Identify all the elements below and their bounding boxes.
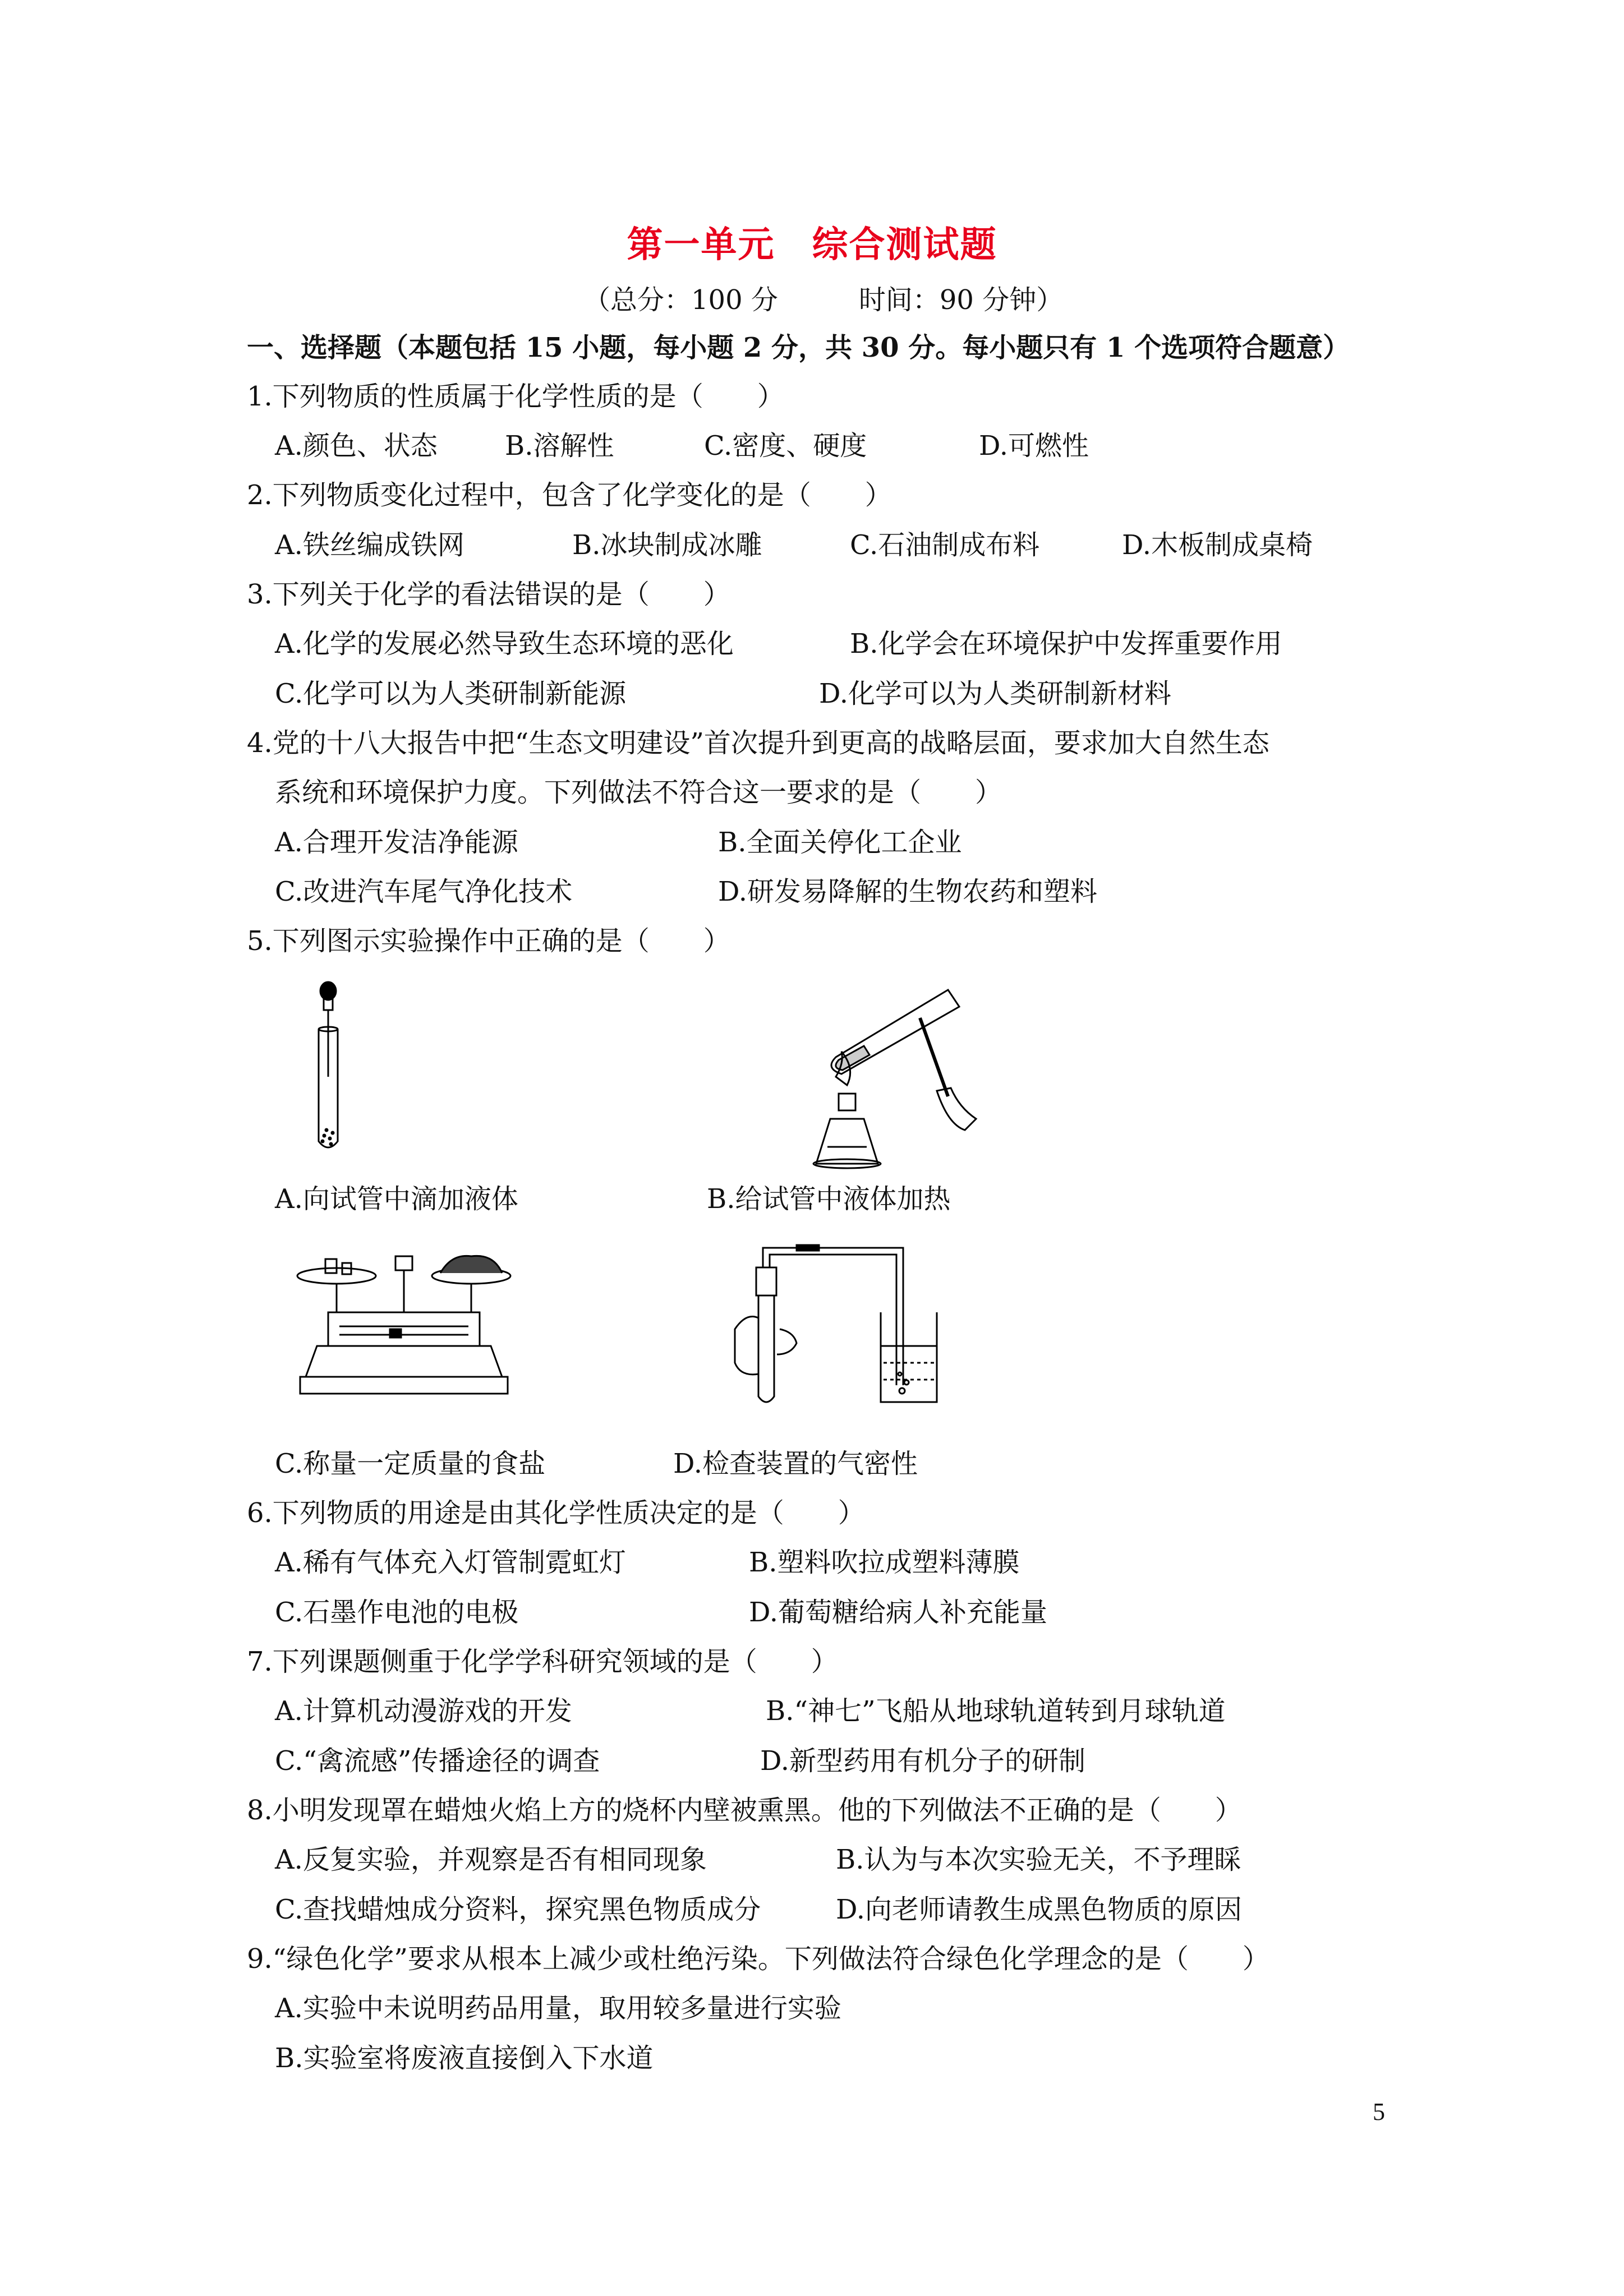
question-5-option-b: B.给试管中液体加热 xyxy=(707,1183,951,1215)
question-2-option-b: B.冰块制成冰雕 xyxy=(572,529,762,561)
question-2-option-a: A.铁丝编成铁网 xyxy=(275,529,464,561)
question-7-option-d: D.新型药用有机分子的研制 xyxy=(760,1745,1086,1777)
page-title: 第一单元 综合测试题 xyxy=(627,224,997,266)
question-9-option-a: A.实验中未说明药品用量，取用较多量进行实验 xyxy=(275,1993,841,2024)
question-8-option-a: A.反复实验，并观察是否有相同现象 xyxy=(275,1844,707,1875)
question-7-stem: 7.下列课题侧重于化学学科研究领域的是（ ） xyxy=(247,1646,838,1677)
question-7-option-a: A.计算机动漫游戏的开发 xyxy=(275,1695,572,1727)
question-9-stem: 9.“绿色化学”要求从根本上减少或杜绝污染。下列做法符合绿色化学理念的是（ ） xyxy=(247,1943,1269,1975)
question-1-option-d: D.可燃性 xyxy=(979,430,1089,462)
question-6-option-c: C.石墨作电池的电极 xyxy=(275,1597,519,1628)
page-number: 5 xyxy=(1373,2098,1385,2126)
question-4-option-c: C.改进汽车尾气净化技术 xyxy=(275,876,573,907)
question-6-option-a: A.稀有气体充入灯管制霓虹灯 xyxy=(275,1547,626,1578)
question-7-option-b: B.“神七”飞船从地球轨道转到月球轨道 xyxy=(766,1695,1226,1727)
question-2-stem: 2.下列物质变化过程中，包含了化学变化的是（ ） xyxy=(247,480,892,511)
question-5-option-d: D.检查装置的气密性 xyxy=(673,1448,918,1479)
question-1-option-b: B.溶解性 xyxy=(505,430,614,462)
question-1-option-c: C.密度、硬度 xyxy=(704,430,867,462)
question-3-option-b: B.化学会在环境保护中发挥重要作用 xyxy=(850,628,1282,660)
question-5-option-a: A.向试管中滴加液体 xyxy=(275,1183,518,1215)
question-9-option-b: B.实验室将废液直接倒入下水道 xyxy=(275,2043,654,2074)
exam-info: （总分：100 分 时间：90 分钟） xyxy=(583,284,1064,316)
question-3-option-d: D.化学可以为人类研制新材料 xyxy=(819,678,1172,709)
question-8-option-c: C.查找蜡烛成分资料，探究黑色物质成分 xyxy=(275,1894,761,1925)
question-2-option-d: D.木板制成桌椅 xyxy=(1122,529,1313,561)
question-4-option-a: A.合理开发洁净能源 xyxy=(275,827,518,858)
question-7-option-c: C.“禽流感”传播途径的调查 xyxy=(275,1745,600,1777)
question-6-stem: 6.下列物质的用途是由其化学性质决定的是（ ） xyxy=(247,1497,865,1529)
question-8-stem: 8.小明发现罩在蜡烛火焰上方的烧杯内壁被熏黑。他的下列做法不正确的是（ ） xyxy=(247,1795,1242,1826)
airtightness-check-figure xyxy=(724,1234,959,1408)
heating-test-tube-figure xyxy=(780,979,982,1192)
question-5-stem: 5.下列图示实验操作中正确的是（ ） xyxy=(247,925,730,957)
question-6-option-d: D.葡萄糖给病人补充能量 xyxy=(749,1597,1048,1628)
question-3-stem: 3.下列关于化学的看法错误的是（ ） xyxy=(247,579,730,610)
balance-figure xyxy=(295,1251,513,1408)
dropper-test-tube-figure xyxy=(297,979,359,1158)
question-4-option-d: D.研发易降解的生物农药和塑料 xyxy=(718,876,1098,907)
question-1-option-a: A.颜色、状态 xyxy=(275,430,438,462)
question-4-stem-continued: 系统和环境保护力度。下列做法不符合这一要求的是（ ） xyxy=(275,777,1002,808)
section-heading: 一、选择题（本题包括 15 小题，每小题 2 分，共 30 分。每小题只有 1 个选项符合题意） xyxy=(247,332,1350,363)
question-3-option-a: A.化学的发展必然导致生态环境的恶化 xyxy=(275,628,734,660)
question-8-option-d: D.向老师请教生成黑色物质的原因 xyxy=(836,1894,1243,1925)
question-5-option-c: C.称量一定质量的食盐 xyxy=(275,1448,546,1479)
question-1-stem: 1.下列物质的性质属于化学性质的是（ ） xyxy=(247,381,784,412)
question-3-option-c: C.化学可以为人类研制新能源 xyxy=(275,678,627,709)
question-6-option-b: B.塑料吹拉成塑料薄膜 xyxy=(749,1547,1020,1578)
question-4-option-b: B.全面关停化工企业 xyxy=(718,827,962,858)
question-2-option-c: C.石油制成布料 xyxy=(850,529,1040,561)
question-8-option-b: B.认为与本次实验无关，不予理睬 xyxy=(836,1844,1241,1875)
question-4-stem: 4.党的十八大报告中把“生态文明建设”首次提升到更高的战略层面，要求加大自然生态 xyxy=(247,727,1269,759)
